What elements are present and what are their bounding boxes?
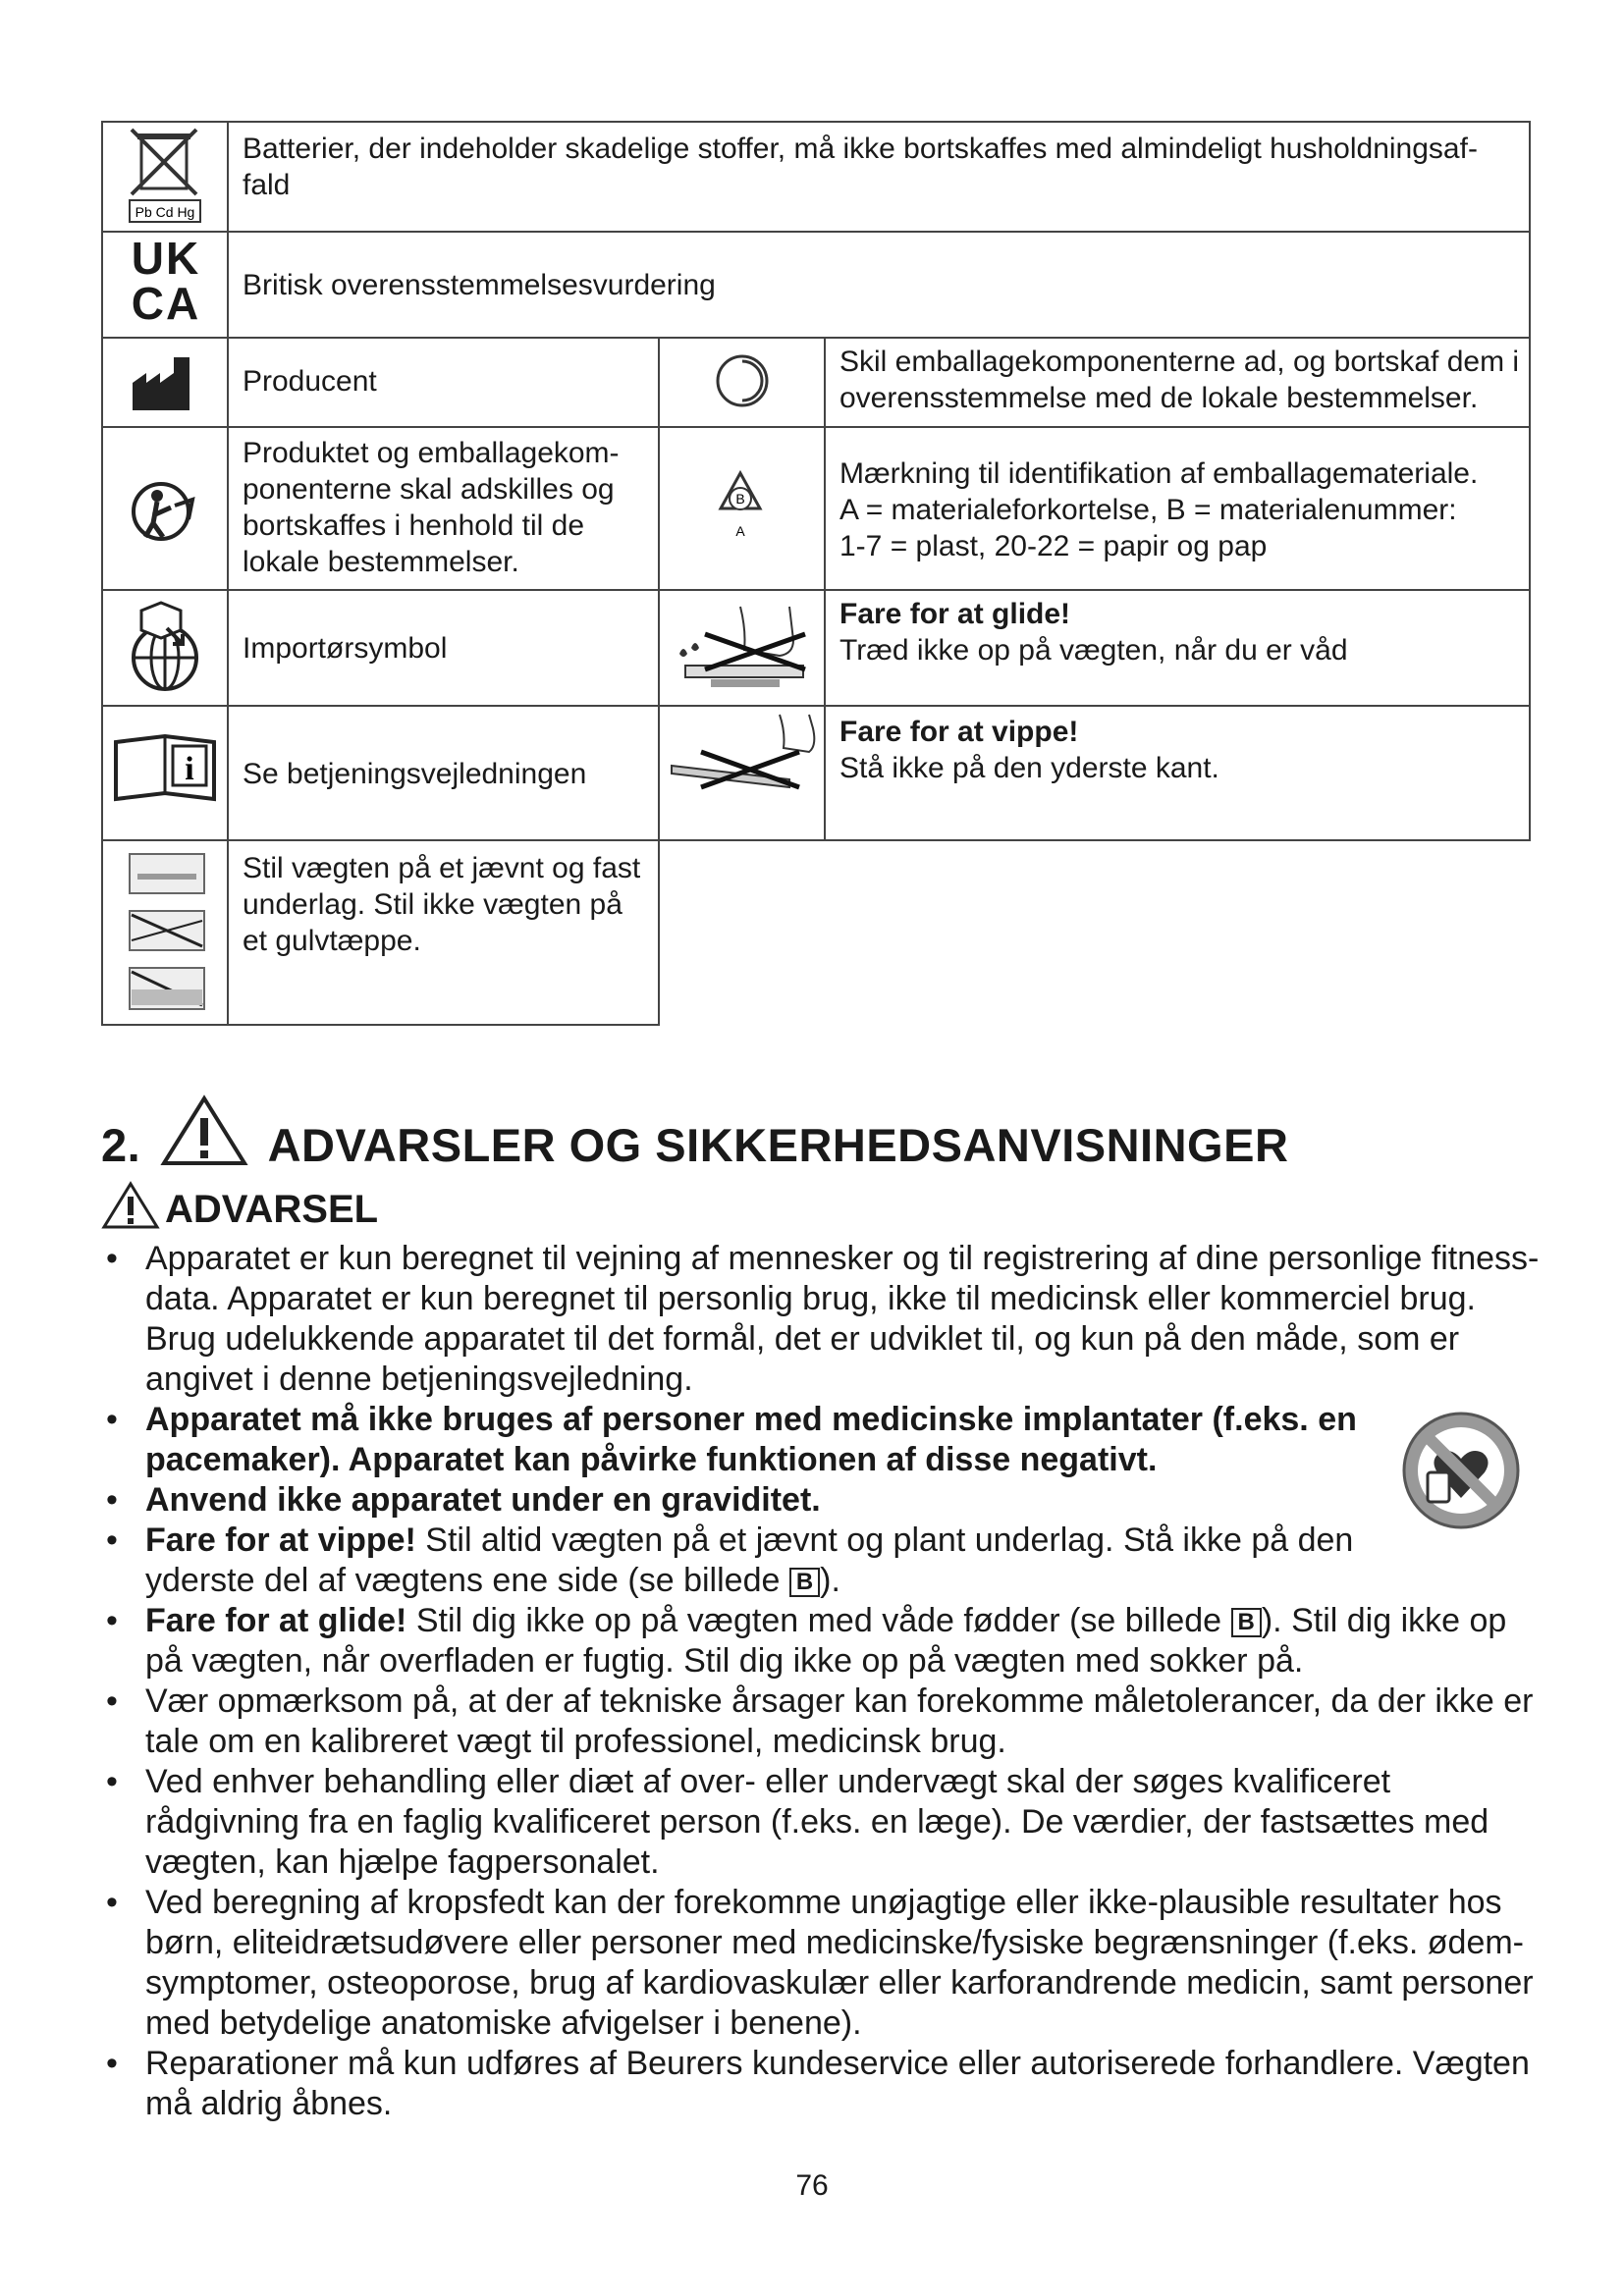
slip-text — [839, 596, 1527, 668]
ukca-line-1: UK — [131, 233, 201, 284]
manufacturer-icon — [131, 353, 199, 410]
flat-surface-icon — [128, 852, 206, 1013]
tip-desc: Stå ikke på den yderste kant. — [839, 752, 1219, 784]
warning-list — [98, 1239, 1542, 2124]
ukca-text: Britisk overensstemmelsesvurdering — [243, 269, 716, 301]
warning-title: ADVARSEL — [165, 1188, 379, 1231]
figure-ref-b: B — [789, 1568, 820, 1597]
list-item: • Reparationer må kun udføres af Beurers kundeservice eller autoriserede forhandlere. Vægten må aldrig åbnes. — [98, 2044, 1542, 2124]
tip-warning-icon — [666, 709, 821, 803]
list-item: • Ved beregning af kropsfedt kan der forekomme unøjagtige eller ikke-plausible resultater hos børn, eliteidrætsudøvere eller personer med medicinske/fysiske begrænsninger (f.eks. ødem- symptomer, osteoporose, brug af kardiovaskulær eller karforandrende medicin, samt personer med betydelige anatomiske afvigelser i benene). — [98, 1883, 1542, 2044]
manual-text: Se betjeningsvejledningen — [243, 758, 587, 790]
material-text — [839, 455, 1527, 564]
importer-text: Importørsymbol — [243, 632, 448, 665]
green-dot-icon — [715, 353, 770, 408]
manufacturer-text: Producent — [243, 365, 377, 398]
surface-text: Stil vægten på et jævnt og fast underlag. Stil ikke vægten på et gulvtæppe. — [243, 852, 641, 957]
slip-desc: Træd ikke op på vægten, når du er våd — [839, 634, 1348, 667]
material-icon-a: A — [735, 523, 745, 539]
list-item: • Anvend ikke apparatet under en graviditet. — [98, 1480, 1542, 1521]
list-item: • Fare for at glide! Stil dig ikke op på vægten med våde fødder (se billede B ). Stil dig ikke op på vægten, når overfladen er fugtig. Stil dig ikke op på vægten med sokker på. — [98, 1601, 1542, 1682]
material-line-3: 1-7 = plast, 20-22 = papir og pap — [839, 530, 1268, 562]
section-number: 2. — [101, 1119, 141, 1171]
slip-warning-icon — [672, 601, 815, 695]
material-line-2: A = materialeforkortelse, B = materialenummer: — [839, 494, 1457, 526]
list-item: • Fare for at vippe! Stil altid vægten på et jævnt og plant underlag. Stå ikke på den yderste del af vægtens ene side (se billede B ). — [98, 1521, 1542, 1601]
battery-icon-text: Pb Cd Hg — [135, 204, 195, 220]
importer-globe-icon — [128, 601, 202, 695]
list-item: • Apparatet må ikke bruges af personer med medicinske implantater (f.eks. en pacemaker). Apparatet kan påvirke funktionen af disse negativt. — [98, 1400, 1542, 1480]
section-heading — [101, 1095, 1288, 1172]
manual-info-icon — [112, 734, 218, 805]
svg-text:i: i — [185, 751, 194, 787]
warning-triangle-icon — [160, 1095, 248, 1167]
figure-ref-b: B — [1231, 1608, 1262, 1637]
battery-text: Batterier, der indeholder skadelige stoffer, må ikke bortskaffes med almindeligt husholdningsaf- fald — [243, 133, 1478, 201]
battery-disposal-icon — [126, 128, 204, 224]
ukca-line-2: CA — [131, 278, 201, 329]
material-line-1: Mærkning til identifikation af emballagemateriale. — [839, 457, 1479, 490]
material-id-icon — [709, 469, 772, 542]
section-title: ADVARSLER OG SIKKERHEDSANVISNINGER — [267, 1119, 1289, 1171]
tip-title: Fare for at vippe! — [839, 716, 1079, 748]
ukca-mark-icon — [122, 233, 210, 334]
warning-small-icon — [101, 1181, 160, 1230]
tip-text — [839, 714, 1527, 786]
page-number: 76 — [795, 2169, 829, 2202]
slip-title: Fare for at glide! — [839, 598, 1071, 630]
recycling-person-icon — [128, 476, 202, 545]
material-icon-b: B — [735, 491, 745, 507]
list-item: • Apparatet er kun beregnet til vejning af mennesker og til registrering af dine personlige fitness- data. Apparatet er kun beregnet til personlig brug, ikke til medicinsk eller kommerciel brug. Brug udelukkende apparatet til det formål, det er udviklet til, og kun på den måde, som er angivet i denne betjeningsvejledning. — [98, 1239, 1542, 1400]
list-item: • Ved enhver behandling eller diæt af over- eller undervægt skal der søges kvalificeret rådgivning fra en faglig kvalificeret person (f.eks. en læge). De værdier, der fastsættes med vægten, kan hjælpe fagpersonalet. — [98, 1762, 1542, 1883]
separate-text: Produktet og emballagekom- ponenterne skal adskilles og bortskaffes i henhold til de lokale bestemmelser. — [243, 437, 620, 578]
list-item: • Vær opmærksom på, at der af tekniske årsager kan forekomme måletolerancer, da der ikke er tale om en kalibreret vægt til professionel, medicinsk brug. — [98, 1682, 1542, 1762]
greendot-text: Skil emballagekomponenterne ad, og bortskaf dem i overensstemmelse med de lokale bestemmelser. — [839, 346, 1520, 414]
